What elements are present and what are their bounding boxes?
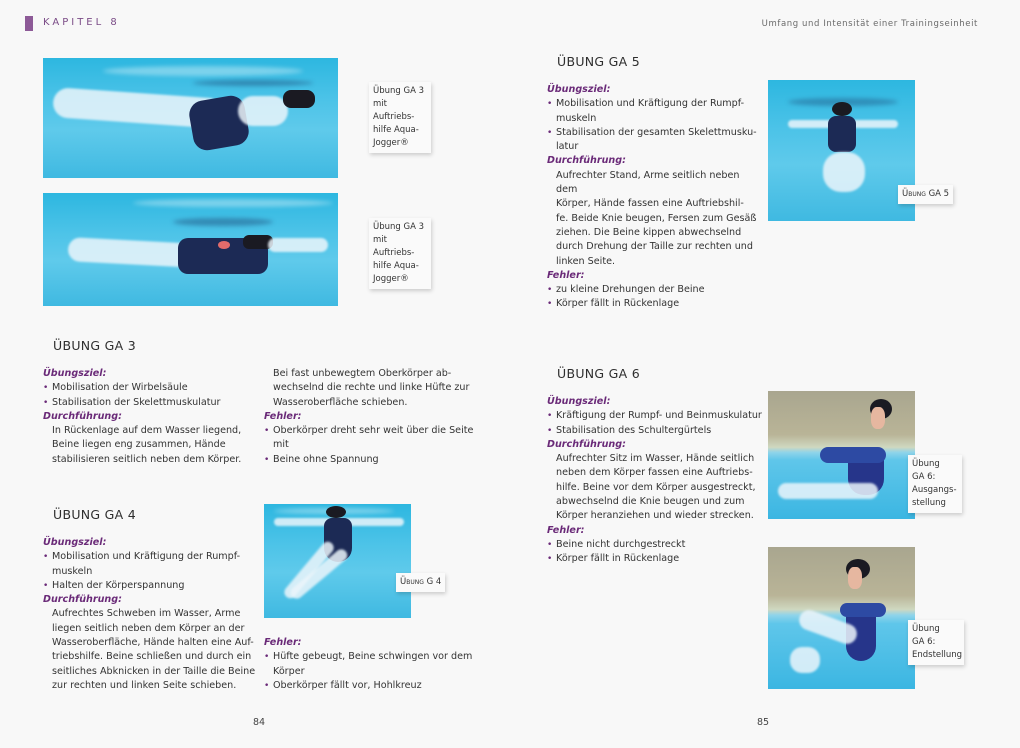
execution-line: liegen seitlich neben dem Körper an der — [52, 622, 245, 634]
execution-line: wechselnd die rechte und linke Hüfte zur — [273, 382, 470, 394]
caption-line: Endstellung — [912, 650, 963, 660]
execution-line: Körper heranziehen und wieder strecken. — [556, 510, 754, 522]
caption-line: GA 6: — [912, 637, 936, 647]
exercise-title-ga3: ÜBUNG GA 3 — [53, 338, 137, 353]
exercise-title-ga4: ÜBUNG GA 4 — [53, 507, 137, 522]
goal-line: Mobilisation und Kräftigung der Rumpf- — [52, 551, 241, 563]
goal-item: • Halten der Körperspannung — [43, 579, 258, 593]
caption-line: hilfe Aqua- — [373, 261, 419, 271]
execution-line: Wasseroberfläche schieben. — [273, 396, 408, 408]
caption-line: Übung — [912, 624, 940, 634]
execution-line: hilfe. Beine vor dem Körper ausgestreckt, — [556, 481, 756, 493]
goal-line: latur — [556, 141, 579, 153]
execution-line: Wasseroberfläche, Hände halten eine Auf- — [52, 637, 254, 649]
goal-item: • Stabilisation der Skelettmuskulatur — [43, 396, 258, 410]
execution-label: Durchführung: — [43, 594, 122, 606]
errors-label: Fehler: — [547, 524, 585, 536]
goal-item: • Kräftigung der Rumpf- und Beinmuskulatur — [547, 409, 762, 423]
chapter-label: KAPITEL 8 — [43, 17, 120, 28]
error-item: • Beine nicht durchgestreckt — [547, 538, 762, 552]
goal-line: muskeln — [52, 565, 93, 577]
execution-line: linken Seite. — [556, 255, 616, 267]
photo-ga6-start — [768, 391, 915, 519]
execution-line: Beine liegen eng zusammen, Hände — [52, 439, 226, 451]
execution-line: abwechselnd die Knie beugen und zum — [556, 496, 745, 508]
caption-line: Jogger® — [373, 274, 409, 284]
goal-item — [547, 126, 762, 155]
goal-item — [547, 97, 762, 126]
execution-line: Aufrechter Sitz im Wasser, Hände seitlich — [556, 453, 755, 465]
errors-label: Fehler: — [264, 637, 302, 648]
exercise-ga5 — [547, 83, 762, 312]
running-title: Umfang und Intensität einer Trainingseinheit — [761, 19, 978, 29]
execution-line: Körper, Hände fassen eine Auftriebshil- — [556, 198, 744, 210]
error-item: • Körper fällt in Rückenlage — [547, 297, 762, 311]
goal-item: • Mobilisation der Wirbelsäule — [43, 381, 258, 395]
caption-line: Übung GA 3 — [373, 222, 424, 232]
execution-line: triebshilfe. Beine schließen und durch ein — [52, 651, 252, 663]
photo-ga6-end — [768, 547, 915, 689]
goal-item: • Stabilisation des Schultergürtels — [547, 424, 762, 438]
execution-line: ziehen. Die Beine kippen abwechselnd — [556, 226, 742, 238]
caption-ga6-end — [908, 620, 964, 665]
errors-label: Fehler: — [264, 410, 302, 422]
error-item: • Oberkörper fällt vor, Hohlkreuz — [264, 679, 479, 693]
caption-line: mit Auftriebs- — [373, 99, 415, 122]
error-item — [264, 424, 479, 453]
execution-line: seitliches Abknicken in der Taille die Beine — [52, 665, 256, 677]
error-line: Körper — [273, 665, 305, 677]
caption-ga3-top — [369, 82, 431, 153]
goal-label: Übungsziel: — [43, 368, 107, 379]
execution-line: Aufrechter Stand, Arme seitlich neben dem — [556, 169, 740, 196]
photo-ga5 — [768, 80, 915, 221]
execution-line: Bei fast unbewegtem Oberkörper ab- — [273, 368, 452, 379]
error-line: mit — [273, 439, 289, 451]
exercise-ga6 — [547, 395, 762, 567]
goal-line: muskeln — [556, 112, 597, 124]
caption-line: Ausgangs- — [912, 485, 957, 495]
execution-line: Aufrechtes Schweben im Wasser, Arme — [52, 608, 241, 620]
exercise-ga4-errors — [264, 636, 479, 693]
caption-line: GA 6: — [912, 472, 936, 482]
caption-line: hilfe Aqua- — [373, 125, 419, 135]
caption-line: Übung — [912, 459, 940, 469]
caption-ga5 — [898, 185, 953, 204]
chapter-color-marker — [25, 16, 33, 31]
exercise-ga3-col2 — [264, 367, 479, 467]
page-number-right: 85 — [757, 717, 770, 728]
execution-line: neben dem Körper fassen eine Auftriebs- — [556, 467, 753, 479]
exercise-title-ga6: ÜBUNG GA 6 — [557, 366, 641, 381]
goal-line: Mobilisation und Kräftigung der Rumpf- — [556, 98, 745, 110]
caption-ga3-bottom — [369, 218, 431, 289]
execution-line: durch Drehung der Taille zur rechten und — [556, 241, 753, 253]
execution-label: Durchführung: — [43, 410, 122, 422]
goal-line: Stabilisation der gesamten Skelettmusku- — [556, 126, 757, 138]
exercise-title-ga5: ÜBUNG GA 5 — [557, 54, 641, 69]
goal-item — [43, 550, 258, 579]
execution-line: stabilisieren seitlich neben dem Körper. — [52, 453, 242, 465]
errors-label: Fehler: — [547, 269, 585, 281]
execution-line: zur rechten und linken Seite schieben. — [52, 679, 237, 691]
caption-line: Jogger® — [373, 138, 409, 148]
execution-label: Durchführung: — [547, 155, 626, 167]
caption-text: Übung GA 5 — [902, 189, 950, 199]
page-number-left: 84 — [253, 717, 266, 728]
error-item: • zu kleine Drehungen der Beine — [547, 283, 762, 297]
error-item: • Beine ohne Spannung — [264, 453, 479, 467]
photo-ga3-bottom — [43, 193, 338, 306]
exercise-ga3-col1 — [43, 367, 258, 467]
caption-line: Übung GA 3 — [373, 86, 424, 96]
caption-line: mit Auftriebs- — [373, 235, 415, 258]
error-item: • Körper fällt in Rückenlage — [547, 552, 762, 566]
goal-label: Übungsziel: — [547, 84, 611, 95]
photo-ga3-top — [43, 58, 338, 178]
caption-line: stellung — [912, 498, 946, 508]
caption-text: Übung G 4 — [400, 577, 442, 587]
photo-ga4 — [264, 504, 411, 618]
exercise-ga4-col1 — [43, 536, 258, 693]
execution-line: In Rückenlage auf dem Wasser liegend, — [52, 425, 242, 437]
goal-label: Übungsziel: — [43, 537, 107, 548]
execution-label: Durchführung: — [547, 438, 626, 450]
error-line: Oberkörper dreht sehr weit über die Seite — [273, 425, 474, 437]
caption-ga6-start — [908, 455, 962, 513]
goal-label: Übungsziel: — [547, 396, 611, 407]
error-item — [264, 650, 479, 679]
execution-line: fe. Beide Knie beugen, Fersen zum Gesäß — [556, 212, 757, 224]
caption-ga4 — [396, 573, 445, 592]
error-line: Hüfte gebeugt, Beine schwingen vor dem — [273, 651, 473, 663]
